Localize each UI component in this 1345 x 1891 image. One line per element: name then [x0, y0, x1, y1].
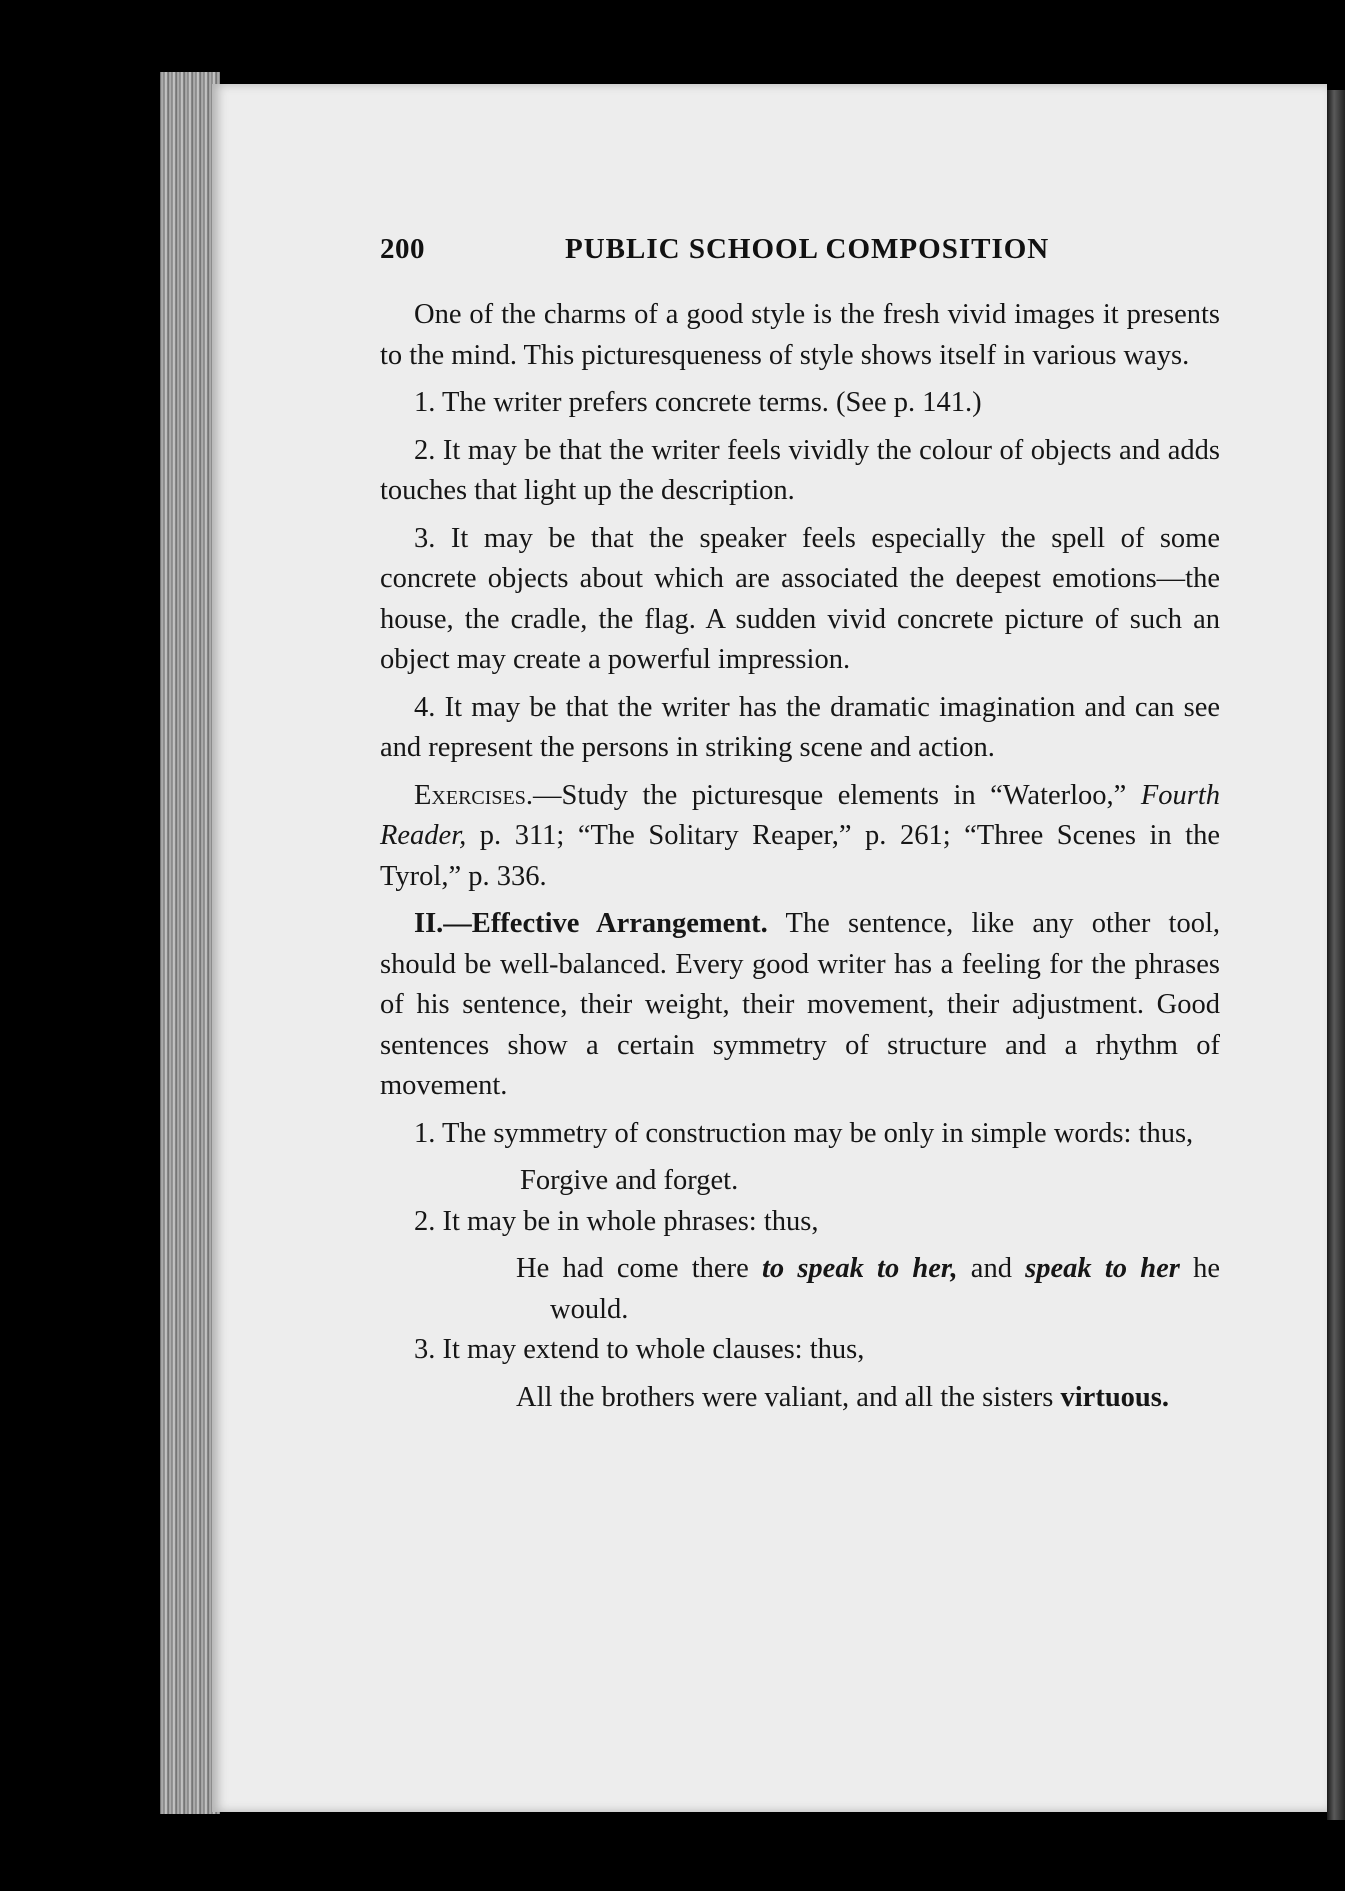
example-line [516, 1249, 1220, 1330]
exercises-text: p. 311; “The Solitary Reaper,” p. 261; “Three Scenes in the Tyrol,” p. 336. [380, 820, 1220, 892]
running-title: PUBLIC SCHOOL COMPOSITION [565, 233, 1050, 265]
section-paragraph [380, 904, 1220, 1107]
section-heading: II.—Effective Arrangement. [414, 908, 768, 939]
example-line: Forgive and forget. [520, 1165, 739, 1196]
page-number: 200 [380, 233, 425, 265]
list-item: 3. It may be that the speaker feels especially the spell of some concrete objects about which are associated the deepest emotions—the house, the cradle, the flag. A sudden vivid concrete picture of such an object may create a powerful impression. [380, 522, 1220, 675]
exercises-label: Exercises. [414, 779, 533, 811]
book-page-edges [160, 72, 220, 1814]
example-emphasis: to speak to her, [761, 1253, 958, 1284]
example-text: he would. [550, 1253, 1220, 1325]
example-text: and [957, 1253, 1026, 1284]
exercises-text: —Study the picturesque elements in “Waterloo,” [533, 779, 1141, 811]
book-gutter-shadow [1327, 90, 1345, 1820]
list-item: 2. It may be in whole phrases: thus, [414, 1205, 819, 1237]
list-item: 4. It may be that the writer has the dramatic imagination and can see and represent the persons in striking scene and action. [380, 691, 1220, 763]
example-text: All the brothers were valiant, and all the sisters [516, 1381, 1061, 1413]
example-emphasis: speak to her [1025, 1253, 1180, 1284]
example-text: He had come there [516, 1253, 762, 1284]
book-title: Fourth Reader, [380, 779, 1220, 851]
list-item: 1. The symmetry of construction may be only in simple words: thus, [414, 1117, 1194, 1149]
list-item: 3. It may extend to whole clauses: thus, [414, 1334, 865, 1365]
list-item: 2. It may be that the writer feels vividly the colour of objects and adds touches that light up the description. [380, 434, 1220, 506]
list-item: 1. The writer prefers concrete terms. (See p. 141.) [414, 387, 982, 418]
section-text: The sentence, like any other tool, should be well-balanced. Every good writer has a feeling for the phrases of his sentence, their weight, their movement, their adjustment. Good sentences show a certain symmetry of structure and a rhythm of movement. [380, 908, 1221, 1101]
example-line [516, 1378, 1220, 1419]
exercises-paragraph [380, 776, 1220, 898]
page-body [380, 295, 1220, 1418]
paragraph-intro: One of the charms of a good style is the fresh vivid images it presents to the mind. This picturesqueness of style shows itself in various ways. [380, 299, 1220, 371]
example-emphasis: virtuous. [1060, 1381, 1169, 1413]
